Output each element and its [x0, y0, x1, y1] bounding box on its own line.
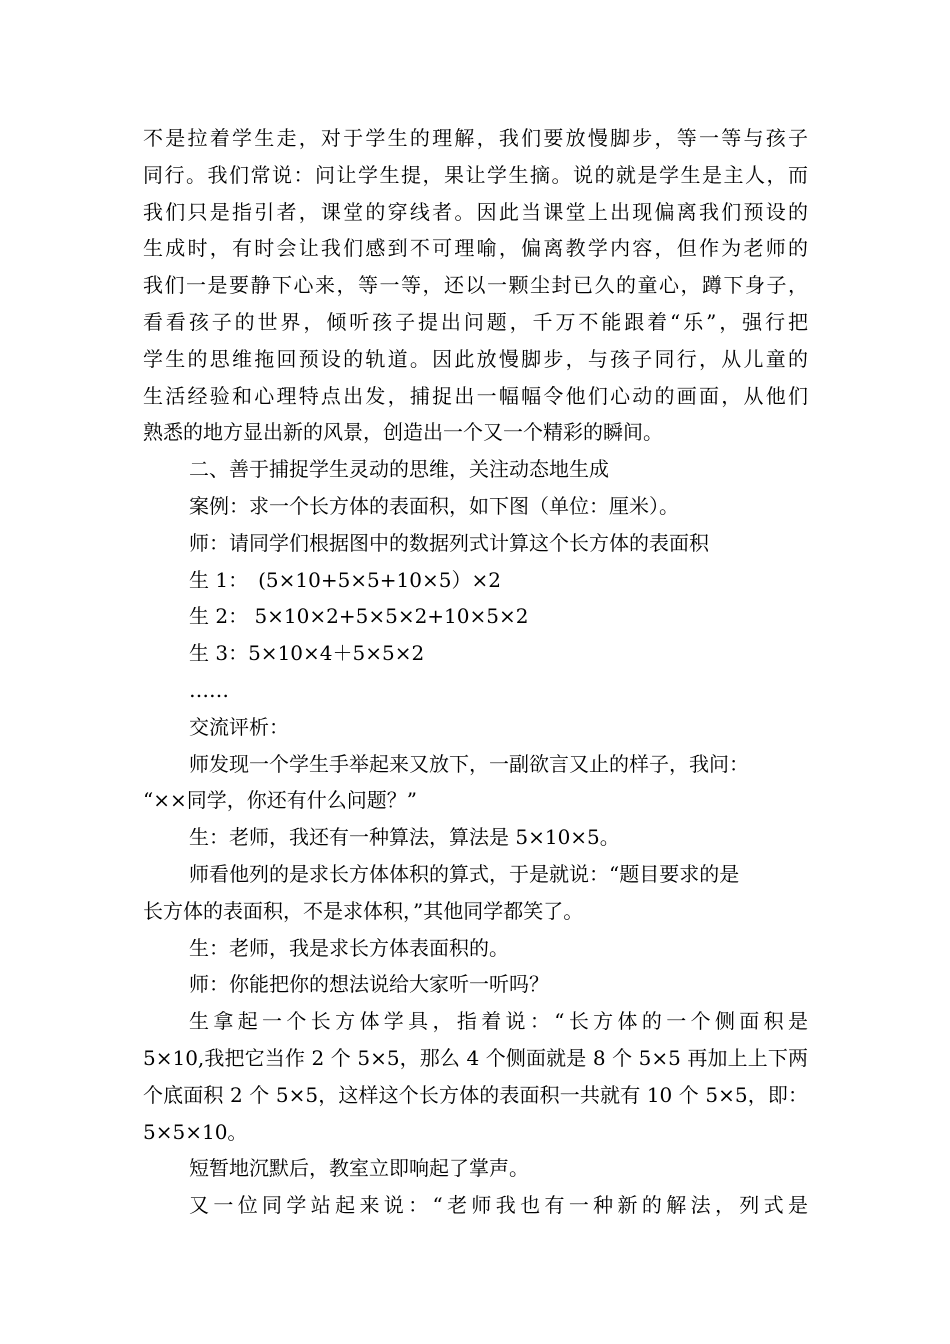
teacher-line: 师：请同学们根据图中的数据列式计算这个长方体的表面积 — [189, 530, 709, 555]
student-answer-2: 生 2： 5×10×2+5×5×2+10×5×2 — [189, 604, 529, 629]
paragraph-line: 个底面积 2 个 5×5，这样这个长方体的表面积一共就有 10 个 5×5，即： — [143, 1082, 808, 1107]
section-heading: 二、善于捕捉学生灵动的思维，关注动态地生成 — [189, 457, 609, 482]
teacher-line: 师：你能把你的想法说给大家听一听吗？ — [189, 972, 549, 997]
student-line: 生：老师，我还有一种算法，算法是 5×10×5。 — [189, 825, 620, 850]
document-body — [143, 120, 808, 1224]
paragraph-line: 5×5×10。 — [143, 1119, 248, 1144]
paragraph-line: 我们一是要静下心来，等一等，还以一颗尘封已久的童心，蹲下身子， — [143, 273, 808, 298]
paragraph-line: 同行。我们常说：问让学生提，果让学生摘。说的就是学生是主人，而 — [143, 162, 808, 187]
paragraph-line: 5×10,我把它当作 2 个 5×5，那么 4 个侧面就是 8 个 5×5 再加上上下两 — [143, 1045, 808, 1070]
paragraph-line: 学生的思维拖回预设的轨道。因此放慢脚步，与孩子同行，从儿童的 — [143, 346, 808, 371]
ellipsis: …… — [189, 677, 229, 702]
discussion-heading: 交流评析： — [189, 714, 289, 739]
student-line: 生：老师，我是求长方体表面积的。 — [189, 935, 509, 960]
paragraph-line: 短暂地沉默后，教室立即响起了掌声。 — [189, 1156, 529, 1181]
case-line: 案例：求一个长方体的表面积，如下图（单位：厘米）。 — [189, 493, 679, 518]
paragraph-line: 又一位同学站起来说：“老师我也有一种新的解法，列式是 — [189, 1193, 808, 1218]
paragraph-line: 不是拉着学生走，对于学生的理解，我们要放慢脚步，等一等与孩子 — [143, 126, 808, 150]
paragraph-line: 熟悉的地方显出新的风景，创造出一个又一个精彩的瞬间。 — [143, 420, 663, 445]
paragraph-line: 长方体的表面积，不是求体积，”其他同学都笑了。 — [143, 898, 584, 923]
paragraph-line: 师发现一个学生手举起来又放下，一副欲言又止的样子，我问： — [189, 751, 749, 776]
paragraph-line: “××同学，你还有什么问题？” — [143, 788, 417, 813]
paragraph-line: 我们只是指引者，课堂的穿线者。因此当课堂上出现偏离我们预设的 — [143, 199, 808, 224]
student-answer-3: 生 3：5×10×4＋5×5×2 — [189, 641, 425, 666]
paragraph-line: 师看他列的是求长方体体积的算式，于是就说：“题目要求的是 — [189, 861, 740, 886]
paragraph-line: 看看孩子的世界，倾听孩子提出问题，千万不能跟着“乐”，强行把 — [143, 309, 808, 334]
student-answer-1: 生 1： (5×10+5×5+10×5）×2 — [189, 567, 501, 592]
paragraph-line: 生活经验和心理特点出发，捕捉出一幅幅令他们心动的画面，从他们 — [143, 383, 808, 408]
paragraph-line: 生拿起一个长方体学具，指着说：“长方体的一个侧面积是 — [189, 1009, 808, 1034]
paragraph-line: 生成时，有时会让我们感到不可理喻，偏离教学内容，但作为老师的 — [143, 236, 808, 261]
